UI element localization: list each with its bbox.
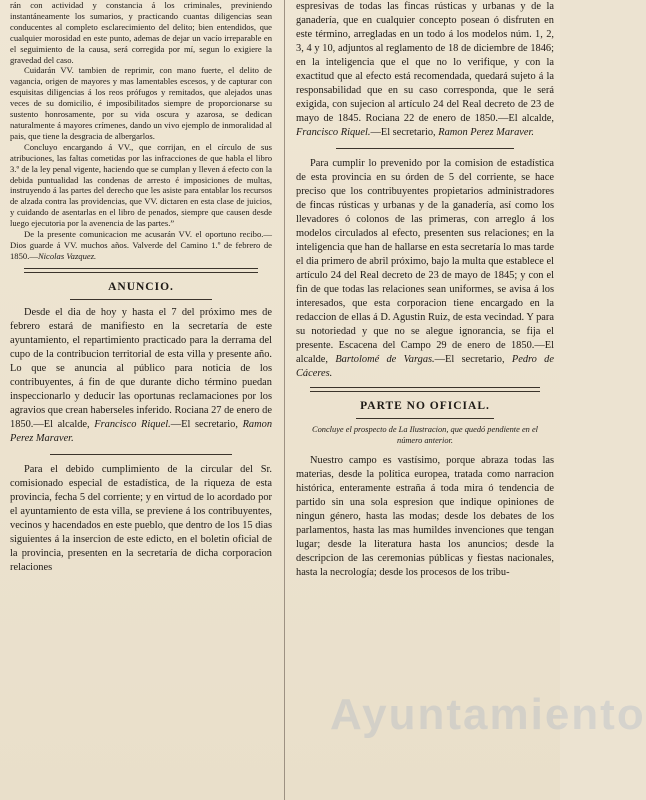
section-divider-2 [310,387,540,392]
circular-signature: Nicolas Vazquez. [37,250,97,261]
right-column [296,0,554,580]
circular-closing [10,229,272,262]
escacena-text: Para cumplir lo prevenido por la comision de estadística de esta provincia en su órden de 5 del corriente, se hace preciso que los contribuyentes propietarios administradores de fincas rústicas y urbanas y de la ganadería, así como los llevadores ó colonos de las primeras, con arreglo á los modelos circulados al efecto, presenten sus relaciones; en la inteligencia que han de hallarse en esta secretaría lo mas tarde el dia primero de abril próximo, bajo la multa que establece el artículo 24 del Real decreto de 23 de mayo de 1845; y con el fin de que todas las relaciones sean uniformes, se avisa á los interesados, que esta corporacion tiene encargado en la redaccion de ellas á D. Agustin Ruiz, de esta vecindad. Y para su notoriedad y que no se alegue ignorancia, se fija el presente. Escacena del Campo 29 de enero de 1850.—El alcalde, [296,158,554,365]
notice-divider [50,454,232,455]
anuncio-secretary-label: —El secretario, [170,418,238,430]
circular-paragraph-2: Cuidarán VV. tambien de reprimir, con mano fuerte, el delito de vagancia, origen de mayores y mas lamentables escesos, y de capturar con esquisitas diligencias á los reos prófugos y remitados, que alejados unas veces de su domicilio, é imposibilitados siempre de proporcionarse su sustento honrosamente, por su vida oscura y azarosa, se dedican naturalmente á mayores crímenes, dando un vivo ejemplo de inmoralidad al pais, que tiene la desgracia de albergarlos. [10,65,272,141]
edict-text: espresivas de todas las fincas rústicas y urbanas y de la ganadería, que en cualquier concepto posean ó disfruten en este término, arregladas en un todo á los modelos núm. 1, 2, 3, 4 y 10, adjuntos al reglamento de 18 de diciembre de 1846; en la inteligencia que el que no lo verifique, y con la exactitud que al efecto está recomendada, quedará sujeto á la responsabilidad que en su caso corresponda, que le será exigida, con sujecion al artículo 24 del Real decreto de 23 de mayo de 1845. Rociana 22 de enero de 1850.—El alcalde, [296,1,554,124]
column-rule [284,0,285,800]
anuncio-body [10,306,272,446]
heading-underline-2 [356,418,494,419]
prospecto-note: Concluye el prospecto de La Ilustracion, que quedó pendiente en el número anterior. [312,425,538,445]
escacena-secretary-label: —El secretario, [434,354,505,365]
escacena-notice [296,157,554,381]
edict-secretary-label: —El secretario, [370,127,436,138]
notice-divider-2 [336,148,514,149]
section-divider [24,268,258,273]
parte-no-oficial-heading: PARTE NO OFICIAL. [360,400,490,412]
edict-secretary-signature: Ramon Perez Maraver. [438,127,534,138]
anuncio-heading: ANUNCIO. [108,280,174,293]
anuncio-text: Desde el dia de hoy y hasta el 7 del próximo mes de febrero estará de manifiesto en la secretaría de este ayuntamiento, el repartimiento practicado para la derrama del cupo de la contribucion territorial de esta villa y presente año. Lo que se anuncia al público para noticia de los contribuyentes, á fin de que durante dicho término puedan inspeccionarlo y deducir las oportunas reclamaciones por los agravios que crean haberseles inferido. Rociana 27 de enero de 1850.—El alcalde, [10,306,272,430]
escacena-alcalde-signature: Bartolomé de Vargas. [335,354,435,365]
escacena-secretary-signature: Pedro de Cáceres. [296,354,554,379]
circular-paragraph-1: rán con actividad y constancia á los criminales, previniendo instantáneamente los sumarios, y practicando cuantas diligencias sean conducentes al completo esclarecimiento del delito; bien entendidos, que cualquier morosidad en este punto, ademas de dejar un vacío irreparable en el seguimiento de la causa, será corregida por mí, segun lo exigiere la gravedad del caso. [10,0,272,65]
anuncio-alcalde-signature: Francisco Riquel. [94,418,171,430]
prospecto-body: Nuestro campo es vastísimo, porque abraza todas las materias, desde la política europea, tratada como narracion histórica, enteramente estraña á toda mira ó tendencia de partido sin una sola espresion que indique opiniones de ningun género, hasta las modas; desde los debates de los parlamentos, hasta las mas humildes invenciones que tengan lugar; desde la literatura hasta los anuncios; desde la descripcion de las ceremonias públicas y fiestas nacionales, hasta la necrología; desde los procesos de los tribu- [296,455,554,578]
heading-underline [70,299,212,300]
anuncio-secretary-signature: Ramon Perez Maraver. [10,418,273,444]
estadistica-edict-start: Para el debido cumplimiento de la circular del Sr. comisionado especial de estadística, de la riqueza de esta provincia, fecha 5 del corriente; y en virtud de lo acordado por el ayuntamiento de esta villa, se previene á los contribuyentes, vecinos y hacendados en este pueblo, que dentro de los 15 dias siguientes á la insercion de este edicto, en el boletin oficial de la provincia, presenten en la secretaría de dicha corporacion relaciones [10,463,272,573]
estadistica-edict-continued [296,0,554,140]
circular-closing-text: De la presente comunicacion me acusarán VV. el oportuno recibo.—Dios guarde á VV. muchos años. Valverde del Camino 1.º de febrero de 1850.— [10,229,272,261]
edict-alcalde-signature: Francisco Riquel. [296,127,371,138]
library-watermark: Ayuntamiento [330,690,646,739]
circular-paragraph-3: Concluyo encargando á VV., que corrijan, en el círculo de sus atribuciones, las faltas cometidas por las infracciones de que habla el libro 3.º de la ley penal vigente, haciendo que se cumplan y lleven á efecto con la debida puntualidad las condenas de arresto é imposiciones de multas, instruyendo á las partes del derecho que les asiste para entablar los recursos de alzada contra las providencias, que VV. dictaren en esta clase de juicios, y cuidando de asentarlas en el libro de penados, siempre que causen desde luego ejecutoria por la avenencia de las partes.” [10,141,272,229]
left-column [10,0,272,575]
